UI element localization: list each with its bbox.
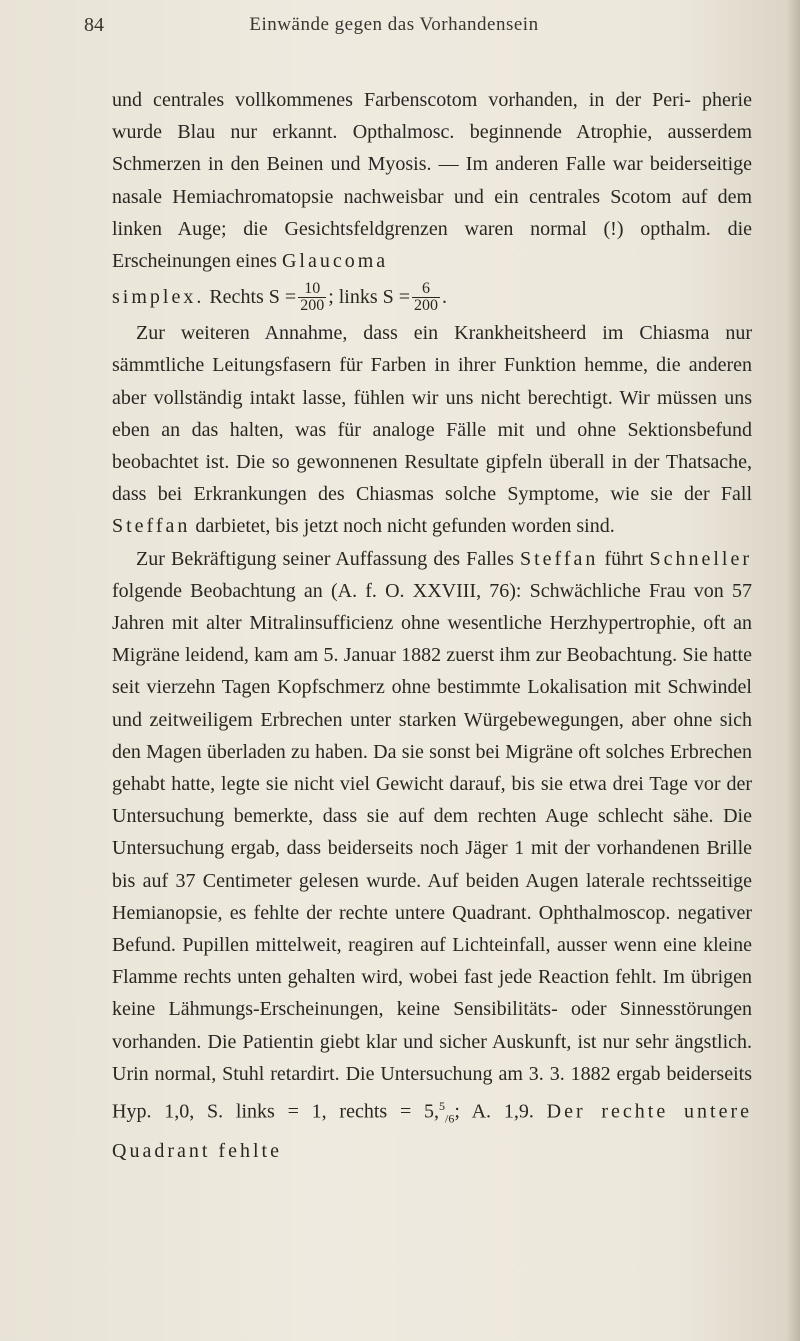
text-line: und centrales vollkommenes Farbenscotom vorhanden, in der Peri- xyxy=(112,89,691,111)
punctuation: . xyxy=(442,286,448,309)
fraction-numerator: 10 xyxy=(304,279,321,297)
paragraph-text: darbietet, bis jetzt noch nicht gefunden worden sind. xyxy=(195,515,615,538)
paragraph-text: Zur Bekräftigung seiner Auffassung des Falles xyxy=(136,547,514,570)
superscript: 5 xyxy=(439,1099,446,1114)
term-simplex: simplex. xyxy=(112,286,205,309)
spaced-phrase: Der rechte untere Quadrant fehlte xyxy=(112,1100,752,1162)
fraction-rechts xyxy=(298,281,326,314)
paragraph-text: ; A. 1,9. xyxy=(454,1100,534,1123)
formula-line xyxy=(112,277,752,317)
body-text xyxy=(112,84,752,1167)
page-header xyxy=(84,12,704,42)
text-line: ein centrales Scotom auf dem linken Auge; die Gesichtsfeldgrenzen xyxy=(112,185,752,240)
term-glaucoma: Glaucoma xyxy=(281,250,389,273)
paragraph-1 xyxy=(112,84,752,277)
subscript: /6 xyxy=(445,1111,455,1126)
links-label: ; links S = xyxy=(328,286,411,309)
name-schneller: Schneller xyxy=(649,547,753,570)
fraction-links xyxy=(412,281,440,314)
page-edge-shadow xyxy=(786,0,800,1341)
paragraph-text: führt xyxy=(604,547,644,570)
text-line: pherie wurde Blau nur erkannt. Opthalmosc. beginnende Atrophie, xyxy=(112,89,752,144)
fraction-numerator: 6 xyxy=(422,279,431,297)
text-line: waren normal (!) opthalm. die Erscheinungen eines xyxy=(112,217,752,273)
paragraph-3 xyxy=(112,543,752,1168)
paragraph-text: folgende Beobachtung an (A. f. O. XXVIII, 76): Schwächliche Frau von 57 Jahren mit alter Mitralinsufficienz ohne wesentliche Herzhypertrophie, oft an Migräne leidend, kam am 5. Januar 1882 zuerst ihm zur Beobachtung. Sie hatte seit vierzehn Tagen Kopfschmerz ohne bestimmte Lokalisation mit Schwindel und zeitweiligem Erbrechen unter starken Würgebewegungen, aber ohne sich den Magen überladen zu haben. Da sie sonst bei Migräne oft solches Erbrechen gehabt hatte, legte sie nicht viel Gewicht darauf, bis sie etwa drei Tage vor der Untersuchung bemerkte, dass sie auf dem rechten Auge schlecht sähe. Die Untersuchung ergab, dass beiderseits noch Jäger 1 mit der vorhandenen Brille bis auf 37 Centimeter gelesen wurde. Auf beiden Augen laterale rechtsseitige Hemianopsie, es fehlte der rechte untere Quadrant. Ophthalmoscop. negativer Befund. Pupillen mittelweit, reagiren auf Lichteinfall, ausser wenn eine kleine Flamme rechts unten gehalten wird, wobei fast jede Reaction fehlt. Im übrigen keine Lähmungs-Erscheinungen, keine Sensibilitäts- oder Sinnesstörungen vorhanden. Die Patientin giebt klar und sicher Auskunft, ist nur sehr ängstlich. Urin normal, Stuhl retardirt. Die Untersuchung am 3. 3. 1882 ergab beiderseits Hyp. 1,0, S. links = 1, rechts = 5, xyxy=(112,579,752,1123)
text-line: Falle war beiderseitige nasale Hemiachromatopsie nachweisbar und xyxy=(112,153,752,208)
name-steffan: Steffan xyxy=(112,515,191,538)
page-number: 84 xyxy=(84,14,104,36)
rechts-label: Rechts S = xyxy=(209,286,297,309)
fraction-denominator: 200 xyxy=(300,296,325,314)
text-line: ausserdem Schmerzen in den Beinen und Myosis. — Im anderen xyxy=(112,121,753,176)
fraction-denominator: 200 xyxy=(414,296,439,314)
running-head: Einwände gegen das Vorhandensein xyxy=(249,14,539,35)
paragraph-2 xyxy=(112,317,752,542)
paragraph-text: Zur weiteren Annahme, dass ein Krankheitsheerd im Chiasma nur sämmtliche Leitungsfasern für Farben in ihrer Funktion hemme, die anderen aber vollständig intakt lasse, fühlen wir uns nicht berechtigt. Wir müssen uns eben an das halten, was für analoge Fälle mit und ohne Sektionsbefund beobachtet ist. Die so gewonnenen Resultate gipfeln überall in der Thatsache, dass bei Erkrankungen des Chiasmas solche Symptome, wie sie der Fall xyxy=(112,322,752,506)
name-steffan: Steffan xyxy=(519,547,599,570)
